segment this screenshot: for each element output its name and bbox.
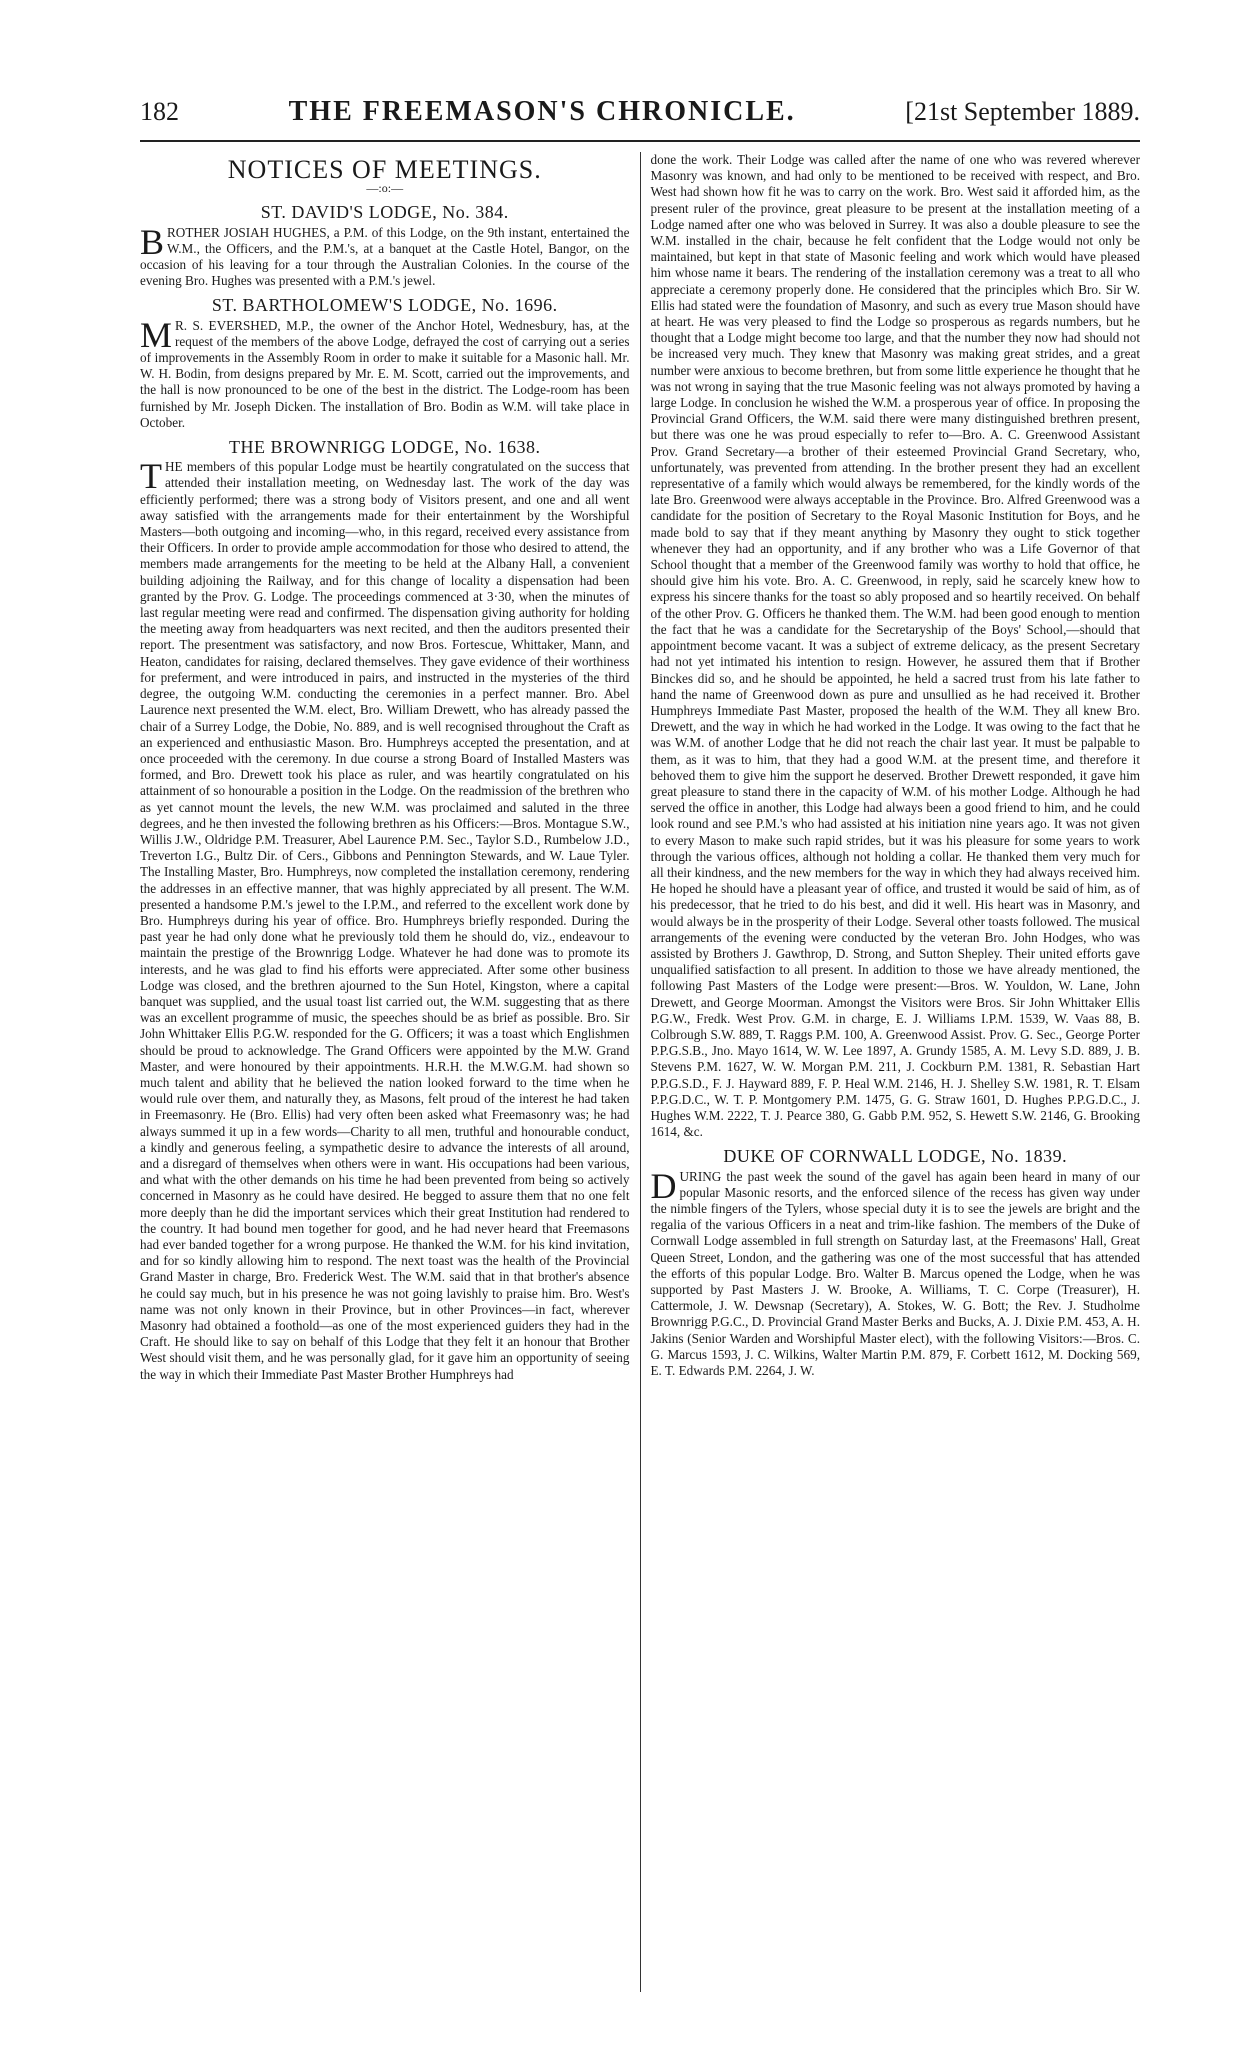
article-heading-duke-cornwall: DUKE OF CORNWALL LODGE, No. 1839.: [723, 1146, 1068, 1167]
separator: —:o:—: [366, 181, 404, 196]
columns: [140, 152, 1140, 1992]
article-heading-st-bartholomews: ST. BARTHOLOMEW'S LODGE, No. 1696.: [211, 295, 558, 316]
article-heading-st-davids: ST. DAVID'S LODGE, No. 384.: [260, 202, 509, 223]
masthead: [140, 96, 1140, 142]
right-column: [640, 152, 1141, 1992]
article-body-duke-cornwall: DURING the past week the sound of the gavel has again been heard in many of our popular Masonic resorts, and the enforced silence of the recess has given way under the nimble fingers of the Tylers, whose special duty it is to see the jewels are bright and the regalia of the various Officers in a neat and trim-like fashion. The members of the Duke of Cornwall Lodge assembled in full strength on Saturday last, at the Freemasons' Hall, Great Queen Street, London, and the gathering was one of the most successful that has attended the efforts of this popular Lodge. Bro. Walter B. Marcus opened the Lodge, when he was supported by Past Masters J. W. Brooke, A. Williams, T. C. Corpe (Treasurer), H. Cattermole, J. W. Dewsnap (Secretary), A. Stokes, W. G. Bott; the Rev. J. Studholme Brownrigg P.G.C., D. Provincial Grand Master Berks and Bucks, A. J. Dixie P.M. 453, A. H. Jakins (Senior Warden and Worshipful Master elect), with the following Visitors:—Bros. C. G. Marcus 1593, J. C. Wilkins, Walter Martin P.M. 879, F. Corbett 1612, M. Docking 569, E. T. Edwards P.M. 2264, J. W.: [650, 1165, 1140, 1379]
newspaper-page: [140, 96, 1140, 1996]
dropcap: M: [140, 314, 173, 355]
section-heading: NOTICES OF MEETINGS.: [227, 155, 542, 184]
article-body-brownrigg-continued: done the work. Their Lodge was called after the name of one who was revered wherever Masonry was known, and had only to be mentioned to be received with respect, and Bro. West had shown how fit he was to carry on the work. Bro. West said it afforded him, as the present ruler of the province, great pleasure to be present at the installation meeting of a Lodge named after one who was beloved in Surrey. It was also a double pleasure to see the W.M. installed in the chair, because he felt confident that the Lodge would not only be maintained, but kept in that state of Masonic feeling and work which would have pleased him whose name it bears. The rendering of the installation ceremony was a treat to all who appreciate a ceremony properly done. He considered that the principles which Bro. Sir W. Ellis had stated were the foundation of Masonry, and such as every true Mason should have at heart. He was very pleased to find the Lodge so prosperous as regards numbers, but he thought that a Lodge might become too large, and that the number they now had should not be increased very much. They knew that Masonry was making great strides, and a great number were anxious to become brethren, but from some little experience he thought that he was not wrong in saying that the true Masonic feeling was not always promoted by having a large Lodge. In conclusion he wished the W.M. a prosperous year of office. In proposing the Provincial Grand Officers, the W.M. said there were many distinguished brethren present, but there was one he was proud especially to refer to—Bro. A. C. Greenwood Assistant Prov. Grand Secretary—a brother of their esteemed Provincial Grand Secretary, who, unfortunately, was prevented from attending. In the brother present they had an excellent representative of a family which would always be remembered, for the kindly words of the late Bro. Greenwood were always acceptable in the Province. Bro. Alfred Greenwood was a candidate for the position of Secretary to the Royal Masonic Institution for Boys, and he made bold to say that if they meant anything by Masonry they ought to stick together whenever they had an opportunity, and if any brother who was a Life Governor of that School thought that a member of the Greenwood family was worthy to hold that office, he should give him his vote. Bro. A. C. Greenwood, in reply, said he scarcely knew how to express his sincere thanks for the toast so ably proposed and so heartily received. On behalf of the other Prov. G. Officers he thanked them. The W.M. had been good enough to mention the fact that he was a candidate for the Secretaryship of the Boys' School,—should that appointment become vacant. It was a subject of extreme delicacy, as the present Secretary had not yet intimated his intention to resign. However, he assured them that if Brother Binckes did so, and he should be appointed, he held a sacred trust from his late father to hand the name of Greenwood down as pure and unsullied as he had received it. Brother Humphreys Immediate Past Master, proposed the health of the W.M. They all knew Bro. Drewett, and the way in which he had worked in the Lodge. It was owing to the fact that he was W.M. of another Lodge that he did not reach the chair last year. It must be palpable to them, as it was to him, that they had a good W.M. at the present time, and therefore it behoved them to give him the support he deserved. Brother Drewett responded, it gave him great pleasure to stand there in the capacity of W.M. of his mother Lodge. Although he had served the office in another, this Lodge had always been a good friend to him, and he could look round and see P.M.'s who had assisted at his initiation nine years ago. It was not given to every Mason to make such rapid strides, but it was his pleasure for some years to work through the various offices, although not holding a collar. He thanked them very much for all their kindness, and the new members for the way in which they had always received him. He hoped he should have a pleasant year of office, and trusted it would be said of him, as of his predecessor, that he tried to do his best, and did it well. His heart was in Masonry, and would always be in the prosperity of their Lodge. Several other toasts followed. The musical arrangements of the evening were conducted by the veteran Bro. John Hodges, who was assisted by Brothers J. Gawthrop, D. Strong, and Sutton Shepley. Their united efforts gave unqualified satisfaction to all present. In addition to those we have already mentioned, the following Past Masters of the Lodge were present:—Bros. W. Youldon, W. Lane, John Drewett, and George Moorman. Amongst the Visitors were Bros. Sir John Whittaker Ellis P.G.W., Fredk. West Prov. G.M. in charge, E. J. Williams I.P.M. 1539, W. Vaas 88, B. Colbrough S.W. 889, T. Raggs P.M. 100, A. Greenwood Assist. Prov. G. Sec., George Porter P.P.G.S.B., Jno. Mayo 1614, W. W. Lee 1897, A. Grundy 1585, A. M. Levy S.D. 889, J. B. Stevens P.M. 1627, W. W. Morgan P.M. 211, J. Cockburn P.M. 1381, R. Sebastian Hart P.P.G.S.D., F. J. Hayward 889, F. P. Heal W.M. 2146, H. J. Shelley S.W. 1981, R. T. Elsam P.P.G.D.C., W. T. P. Montgomery P.M. 1475, G. G. Straw 1601, D. Hughes P.P.G.D.C., J. Hughes W.M. 2222, T. J. Pearce 380, G. Gabb P.M. 952, S. Hewett S.W. 2146, G. Brooking 1614, &c.: [650, 152, 1140, 1140]
article-body-st-bartholomews: M R. S. EVERSHED, M.P., the owner of the Anchor Hotel, Wednesbury, has, at the request of the members of the above Lodge, defrayed the cost of carrying out a series of improvements in the Assembly Room in order to make it suitable for a Masonic hall. Mr. W. H. Bodin, from designs prepared by Mr. E. M. Scott, carried out the improvements, and the hall is now pronounced to be one of the best in the district. The Lodge-room has been furnished by Mr. Joseph Dicken. The installation of Bro. Bodin as W.M. will take place in October.: [140, 314, 630, 430]
dropcap: D: [650, 1165, 677, 1206]
newspaper-title: THE FREEMASON'S CHRONICLE.: [288, 96, 796, 127]
article-body-st-davids: BROTHER JOSIAH HUGHES, a P.M. of this Lodge, on the 9th instant, entertained the W.M., the Officers, and the P.M.'s, at a banquet at the Castle Hotel, Bangor, on the occasion of his leaving for a tour through the Australian Colonies. In the course of the evening Bro. Hughes was presented with a P.M.'s jewel.: [140, 221, 630, 289]
dropcap: B: [140, 221, 165, 262]
page-number: 182: [140, 97, 179, 126]
dropcap: T: [140, 456, 162, 497]
article-heading-brownrigg: THE BROWNRIGG LODGE, No. 1638.: [229, 437, 541, 458]
left-column: [140, 152, 640, 1992]
article-body-brownrigg: THE members of this popular Lodge must be heartily congratulated on the success that attended their installation meeting, on Wednesday last. The work of the day was efficiently performed; there was a strong body of Visitors present, and one and all went away satisfied with the arrangements made for their entertainment by the Worshipful Masters—both outgoing and incoming—who, in this regard, received every assistance from their Officers. In order to provide ample accommodation for those who desired to attend, the members made arrangements for the meeting to be held at the Albany Hall, a convenient building adjoining the Railway, and for this change of locality a dispensation had been granted by the Prov. G. Lodge. The proceedings commenced at 3·30, when the minutes of last regular meeting were read and confirmed. The dispensation giving authority for holding the meeting away from headquarters was next recited, and then the auditors presented their report. The presentment was satisfactory, and now Bros. Fortescue, Whittaker, Mann, and Heaton, candidates for raising, declared themselves. They gave evidence of their worthiness for preferment, and were introduced in pairs, and instructed in the mysteries of the third degree, the outgoing W.M. conducting the ceremonies in a perfect manner. Bro. Abel Laurence next presented the W.M. elect, Bro. William Drewett, who has already passed the chair of a Surrey Lodge, the Dobie, No. 889, and is well recognised throughout the Craft as an experienced and enthusiastic Mason. Bro. Humphreys accepted the presentation, and at once proceeded with the ceremony. In due course a strong Board of Installed Masters was formed, and Bro. Drewett took his place as ruler, and was heartily congratulated on his attainment of so honourable a position in the Lodge. On the readmission of the brethren who as yet cannot mount the levels, the new W.M. was proclaimed and saluted in the three degrees, and he then invested the following brethren as his Officers:—Bros. Montague S.W., Willis J.W., Oldridge P.M. Treasurer, Abel Laurence P.M. Sec., Taylor S.D., Rumbelow J.D., Treverton I.G., Bultz Dir. of Cers., Gibbons and Pennington Stewards, and W. Laue Tyler. The Installing Master, Bro. Humphreys, now completed the installation ceremony, rendering the addresses in an effective manner, that was highly appreciated by all present. The W.M. presented a handsome P.M.'s jewel to the I.P.M., and referred to the excellent work done by Bro. Humphreys during his year of office. Bro. Humphreys briefly responded. During the past year he had only done what he previously told them he should do, viz., endeavour to maintain the prestige of the Brownrigg Lodge. Whatever he had done was to promote its interests, and he was glad to find his efforts were appreciated. After some other business Lodge was closed, and the brethren ajourned to the Sun Hotel, Kingston, where a capital banquet was supplied, and the usual toast list carried out, the W.M. suggesting that as there was an excellent programme of music, the speeches should be as brief as possible. Bro. Sir John Whittaker Ellis P.G.W. responded for the G. Officers; it was a toast which Englishmen should be proud to acknowledge. The Grand Officers were appointed by the M.W. Grand Master, and were honoured by their appointments. H.R.H. the M.W.G.M. had shown so much talent and ability that he believed the nation looked forward to the time when he would rule over them, and naturally they, as Masons, felt proud of the interest he had taken in Freemasonry. He (Bro. Ellis) had very often been asked what Freemasonry was; he had always summed it up in a few words—Charity to all men, truthful and honourable conduct, a kindly and generous feeling, a sympathetic desire to advance the interests of all around, and a disregard of themselves when others were in want. His occupations had been various, and what with the other demands on his time he had been prevented from being so actively concerned in Masonry as he could have desired. He begged to assure them that no one felt more deeply than he did the important services which their great Institution had rendered to the country. It had bound men together for good, and he had never heard that Freemasons had ever banded together for a wrong purpose. He thanked the W.M. for his kind invitation, and for so kindly allowing him to respond. The next toast was the health of the Provincial Grand Master in charge, Bro. Frederick West. The W.M. said that in that brother's absence he could say much, but in his presence he was not going lavishly to praise him. Bro. West's name was not only known in their Province, but in other Provinces—in fact, wherever Masonry had obtained a foothold—as one of the most experienced guiders they had in the Craft. He should like to say on behalf of this Lodge that they felt it an honour that Brother West should visit them, and he was personally glad, for it gave him an opportunity of seeing the way in which their Immediate Past Master Brother Humphreys had: [140, 456, 630, 1382]
issue-date: [21st September 1889.: [905, 97, 1140, 126]
